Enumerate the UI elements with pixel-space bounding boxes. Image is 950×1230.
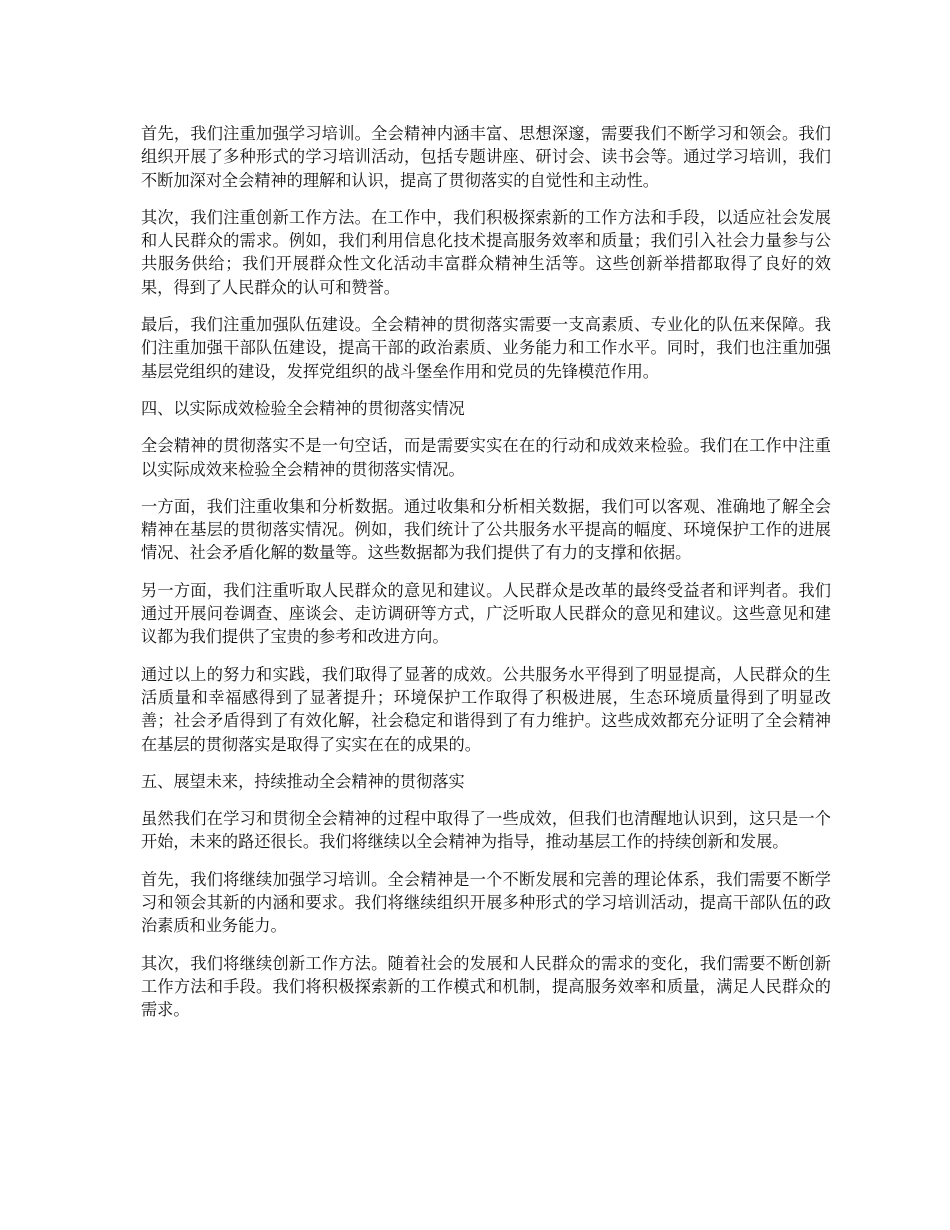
section-heading-5: 五、展望未来，持续推动全会精神的贯彻落实	[141, 771, 465, 791]
document-body	[141, 122, 831, 1036]
paragraph-team-building: 最后，我们注重加强队伍建设。全会精神的贯彻落实需要一支高素质、专业化的队伍来保障。我们注重加强干部队伍建设，提高干部的政治素质、业务能力和工作水平。同时，我们也注重加强基层党组织的建设，发挥党组织的战斗堡垒作用和党员的先锋模范作用。	[141, 315, 831, 381]
paragraph-innovate-methods: 其次，我们注重创新工作方法。在工作中，我们积极探索新的工作方法和手段，以适应社会发展和人民群众的需求。例如，我们利用信息化技术提高服务效率和质量；我们引入社会力量参与公共服务供给；我们开展群众性文化活动丰富群众精神生活等。这些创新举措都取得了良好的效果，得到了人民群众的认可和赞誉。	[141, 207, 831, 297]
paragraph-listen-people: 另一方面，我们注重听取人民群众的意见和建议。人民群众是改革的最终受益者和评判者。我们通过开展问卷调查、座谈会、走访调研等方式，广泛听取人民群众的意见和建议。这些意见和建议都为我们提供了宝贵的参考和改进方向。	[141, 580, 831, 647]
paragraph-section4-intro: 全会精神的贯彻落实不是一句空话，而是需要实实在在的行动和成效来检验。我们在工作中注重以实际成效来检验全会精神的贯彻落实情况。	[141, 436, 831, 479]
paragraph-collect-data: 一方面，我们注重收集和分析数据。通过收集和分析相关数据，我们可以客观、准确地了解全会精神在基层的贯彻落实情况。例如，我们统计了公共服务水平提高的幅度、环境保护工作的进展情况、社会矛盾化解的数量等。这些数据都为我们提供了有力的支撑和依据。	[141, 496, 831, 563]
paragraph-future-training: 首先，我们将继续加强学习培训。全会精神是一个不断发展和完善的理论体系，我们需要不断学习和领会其新的内涵和要求。我们将继续组织开展多种形式的学习培训活动，提高干部队伍的政治素质和业务能力。	[141, 869, 831, 936]
paragraph-study-training: 首先，我们注重加强学习培训。全会精神内涵丰富、思想深邃，需要我们不断学习和领会。我们组织开展了多种形式的学习培训活动，包括专题讲座、研讨会、读书会等。通过学习培训，我们不断加深对全会精神的理解和认识，提高了贯彻落实的自觉性和主动性。	[141, 124, 831, 190]
section-heading-4: 四、以实际成效检验全会精神的贯彻落实情况	[141, 398, 465, 418]
paragraph-future-methods: 其次，我们将继续创新工作方法。随着社会的发展和人民群众的需求的变化，我们需要不断创新工作方法和手段。我们将积极探索新的工作模式和机制，提高服务效率和质量，满足人民群众的需求。	[141, 953, 831, 1020]
paragraph-section5-intro: 虽然我们在学习和贯彻全会精神的过程中取得了一些成效，但我们也清醒地认识到，这只是一个开始，未来的路还很长。我们将继续以全会精神为指导，推动基层工作的持续创新和发展。	[141, 809, 831, 852]
paragraph-achievements: 通过以上的努力和实践，我们取得了显著的成效。公共服务水平得到了明显提高，人民群众的生活质量和幸福感得到了显著提升；环境保护工作取得了积极进展，生态环境质量得到了明显改善；社会矛盾得到了有效化解，社会稳定和谐得到了有力维护。这些成效都充分证明了全会精神在基层的贯彻落实是取得了实实在在的成果的。	[141, 664, 831, 754]
